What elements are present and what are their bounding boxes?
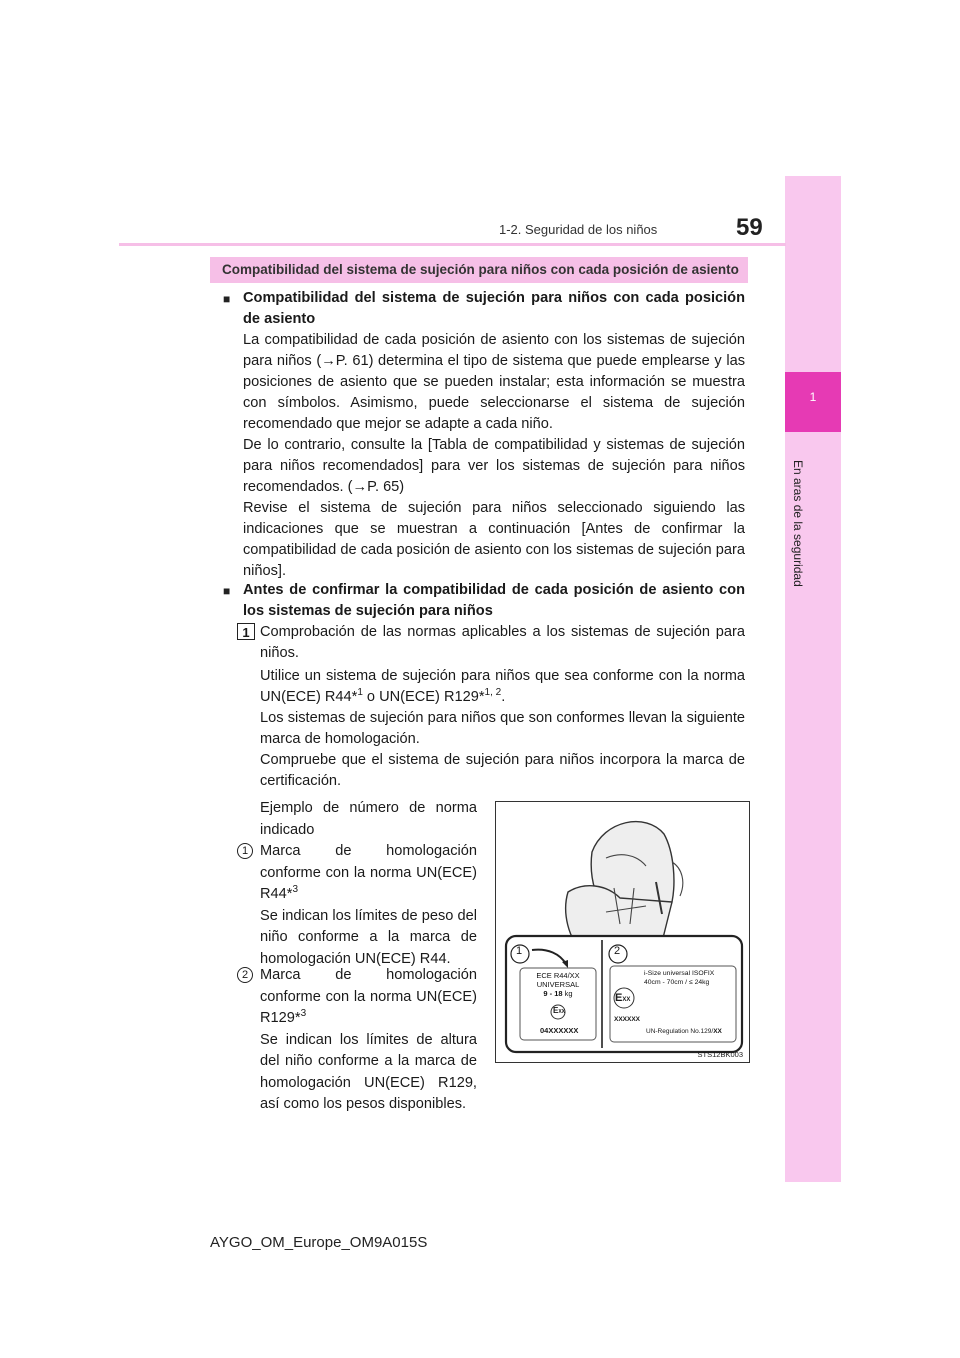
step1-paragraph-1: Utilice un sistema de sujeción para niños que sea conforme con la norma UN(ECE) R44*$^1$ o UN(ECE) R129*$^{1, 2}$. bbox=[260, 668, 745, 705]
r129-emark: EXX bbox=[615, 992, 631, 1004]
block1-heading: Compatibilidad del sistema de sujeción para niños con cada posición de asiento bbox=[243, 290, 745, 327]
step1-paragraph-3: Compruebe que el sistema de sujeción para niños incorpora la marca de certificación. bbox=[260, 752, 745, 789]
block1-paragraph-2: De lo contrario, consulte la [Tabla de compatibilidad y sistemas de sujeción para niños recomendados] para ver los sistemas de sujeción para niños recomendados. (→P. 65) bbox=[243, 437, 745, 495]
figure-callout-2: 2 bbox=[614, 945, 621, 957]
chapter-number-tab bbox=[785, 372, 841, 432]
r44-emark: EXX bbox=[553, 1006, 566, 1015]
item2-text: Marca de homologación conforme con la norma UN(ECE) R129*$^3$ Se indican los límites de altura del niño conforme a la marca de homologación UN(ECE) R129, así como los pesos disponibles. bbox=[260, 967, 477, 1112]
page-number: 59 bbox=[736, 214, 763, 241]
block1-paragraph-3: Revise el sistema de sujeción para niños seleccionado siguiendo las indicaciones que se muestran a continuación [Antes de confirmar la compatibilidad de cada posición de asiento con los sistemas de sujeción para niños]. bbox=[243, 500, 745, 579]
child-seat-figure bbox=[495, 801, 750, 1063]
chapter-number: 1 bbox=[809, 390, 817, 404]
figure-callout-1: 1 bbox=[516, 945, 523, 957]
square-bullet-icon: ■ bbox=[223, 292, 231, 306]
block1-paragraph-1: La compatibilidad de cada posición de asiento con los sistemas de sujeción para niños (→P. 61) determina el tipo de sistema que puede emplearse y las posiciones de asiento que se pueden instalar; esta información se muestra con símbolos. Asimismo, puede seleccionarse el sistema de sujeción recomendado que mejor se adapte a cada niño. bbox=[243, 332, 745, 432]
square-bullet-icon: ■ bbox=[223, 584, 231, 598]
block2-heading: Antes de confirmar la compatibilidad de cada posición de asiento con los sistemas de sujeción para niños bbox=[243, 582, 745, 619]
header-rule bbox=[119, 243, 786, 246]
section-title: 1-2. Seguridad de los niños bbox=[499, 222, 658, 237]
r44-code: 04XXXXXX bbox=[540, 1026, 579, 1035]
step-number-box: 1 bbox=[237, 623, 255, 640]
figure-code: STS12BK003 bbox=[697, 1050, 743, 1059]
chapter-side-tab bbox=[785, 176, 841, 1182]
r129-regulation: UN-Regulation No.129/XX bbox=[646, 1028, 722, 1035]
step1-title: Comprobación de las normas aplicables a los sistemas de sujeción para niños. bbox=[260, 624, 745, 661]
r129-code: XXXXXX bbox=[614, 1016, 641, 1023]
r44-label: ECE R44/XX UNIVERSAL 9 - 18 kg bbox=[536, 971, 580, 998]
document-footer: AYGO_OM_Europe_OM9A015S bbox=[210, 1234, 428, 1251]
child-seat-illustration bbox=[496, 802, 749, 1062]
item-number-circle: 1 bbox=[237, 843, 253, 859]
item1-text: Marca de homologación conforme con la norma UN(ECE) R44*$^3$ Se indican los límites de peso del niño conforme a la marca de homologación UN(ECE) R44. bbox=[260, 843, 477, 967]
item-number-circle: 2 bbox=[237, 967, 253, 983]
step1-paragraph-2: Los sistemas de sujeción para niños que son conformes llevan la siguiente marca de homologación. bbox=[260, 710, 745, 747]
section-banner: Compatibilidad del sistema de sujeción para niños con cada posición de asiento bbox=[210, 257, 748, 283]
chapter-title: En aras de la seguridad bbox=[791, 460, 805, 587]
r129-label: i-Size universal ISOFIX 40cm - 70cm / ≤ 24kg bbox=[644, 970, 715, 986]
example-label: Ejemplo de número de norma indicado bbox=[260, 800, 477, 838]
